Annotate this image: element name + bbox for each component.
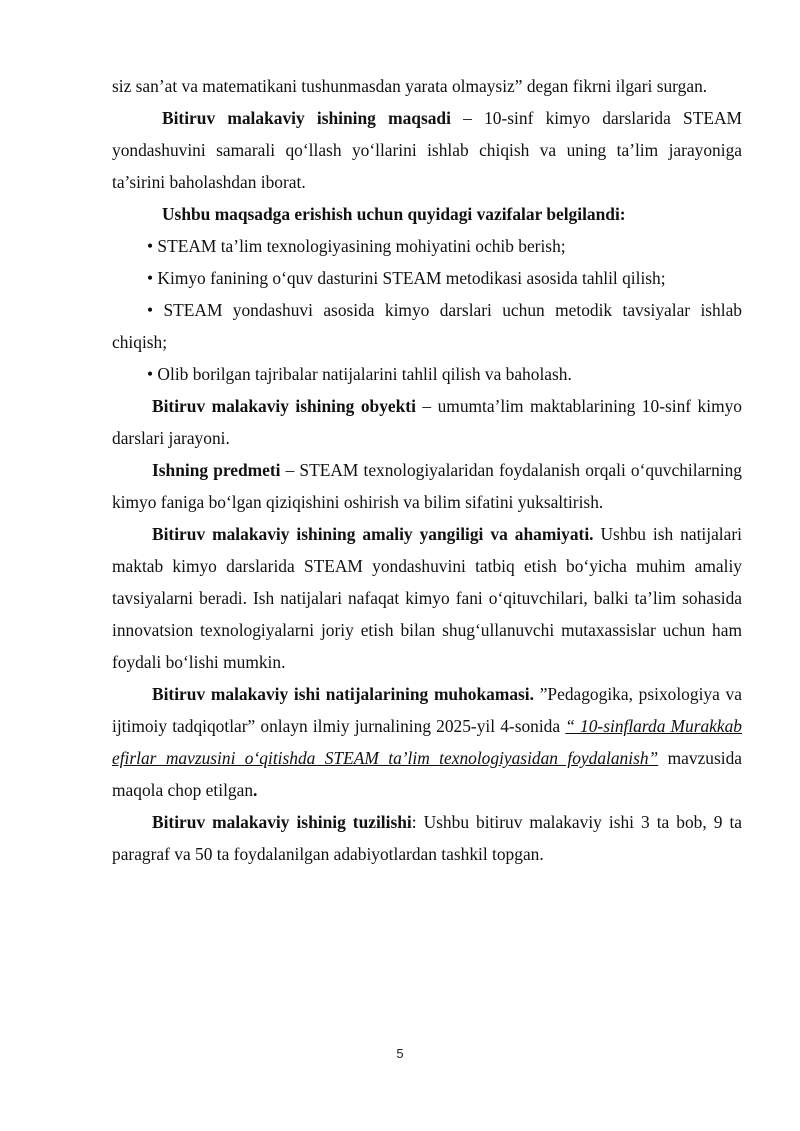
object-heading: Bitiruv malakaviy ishining obyekti bbox=[152, 396, 416, 416]
paragraph-goal bbox=[112, 102, 742, 198]
paragraph-structure bbox=[112, 806, 742, 870]
list-item: • STEAM ta’lim texnologiyasining mohiyatini ochib berish; bbox=[147, 236, 566, 256]
discussion-tail: mavzusida maqola chop etilgan bbox=[112, 748, 743, 800]
object-text: – umumta’lim maktablarining 10-sinf kimyo darslari jarayoni. bbox=[112, 396, 743, 448]
tasks-heading: Ushbu maqsadga erishish uchun quyidagi vazifalar belgilandi: bbox=[162, 204, 626, 224]
subject-text: – STEAM texnologiyalaridan foydalanish orqali o‘quvchilarning kimyo faniga bo‘lgan qiziqishini oshirish va bilim sifatini yuksaltirish. bbox=[112, 460, 742, 512]
paragraph-tasks-heading bbox=[112, 198, 742, 230]
list-item: • Kimyo fanining o‘quv dasturini STEAM metodikasi asosida tahlil qilish; bbox=[147, 268, 666, 288]
paragraph-object bbox=[112, 390, 742, 454]
structure-text: : Ushbu bitiruv malakaviy ishi 3 ta bob, 9 ta paragraf va 50 ta foydalanilgan adabiyotlardan tashkil topgan. bbox=[112, 812, 743, 864]
subject-heading: Ishning predmeti bbox=[152, 460, 281, 480]
paragraph-intro: siz san’at va matematikani tushunmasdan yarata olmaysiz” degan fikrni ilgari surgan. bbox=[112, 76, 708, 96]
paragraph-subject bbox=[112, 454, 742, 518]
discussion-heading: Bitiruv malakaviy ishi natijalarining muhokamasi. bbox=[152, 684, 534, 704]
page-number: 5 bbox=[396, 1046, 404, 1061]
paragraph-novelty bbox=[112, 518, 742, 678]
goal-text: – 10-sinf kimyo darslarida STEAM yondashuvini samarali qo‘llash yo‘llarini ishlab chiqish va uning ta’lim jarayoniga ta’sirini baholashdan iborat. bbox=[112, 108, 742, 192]
list-item: • STEAM yondashuvi asosida kimyo darslari uchun metodik tavsiyalar ishlab chiqish; bbox=[112, 300, 742, 352]
discussion-period: . bbox=[253, 780, 258, 800]
novelty-text: Ushbu ish natijalari maktab kimyo darslarida STEAM yondashuvini tatbiq etish bo‘yicha muhim amaliy tavsiyalarni beradi. Ish natijalari nafaqat kimyo fani o‘qituvchilari, balki ta’lim sohasida innovatsion texnologiyalarni joriy etish bilan shug‘ullanuvchi mutaxassislar uchun ham foydali bo‘lishi mumkin. bbox=[112, 524, 742, 672]
paragraph-discussion bbox=[112, 678, 742, 806]
novelty-heading: Bitiruv malakaviy ishining amaliy yangiligi va ahamiyati. bbox=[152, 524, 594, 544]
structure-heading: Bitiruv malakaviy ishinig tuzilishi bbox=[152, 812, 412, 832]
document-page bbox=[112, 70, 742, 870]
goal-heading: Bitiruv malakaviy ishining maqsadi bbox=[162, 108, 451, 128]
discussion-text: ”Pedagogika, psixologiya va ijtimoiy tadqiqotlar” onlayn ilmiy jurnalining 2025-yil 4-sonida bbox=[112, 684, 742, 736]
list-item: • Olib borilgan tajribalar natijalarini tahlil qilish va baholash. bbox=[147, 364, 572, 384]
article-title-link[interactable]: “ 10-sinflarda Murakkab efirlar mavzusini o‘qitishda STEAM ta’lim texnologiyasidan foydalanish” bbox=[112, 716, 742, 768]
